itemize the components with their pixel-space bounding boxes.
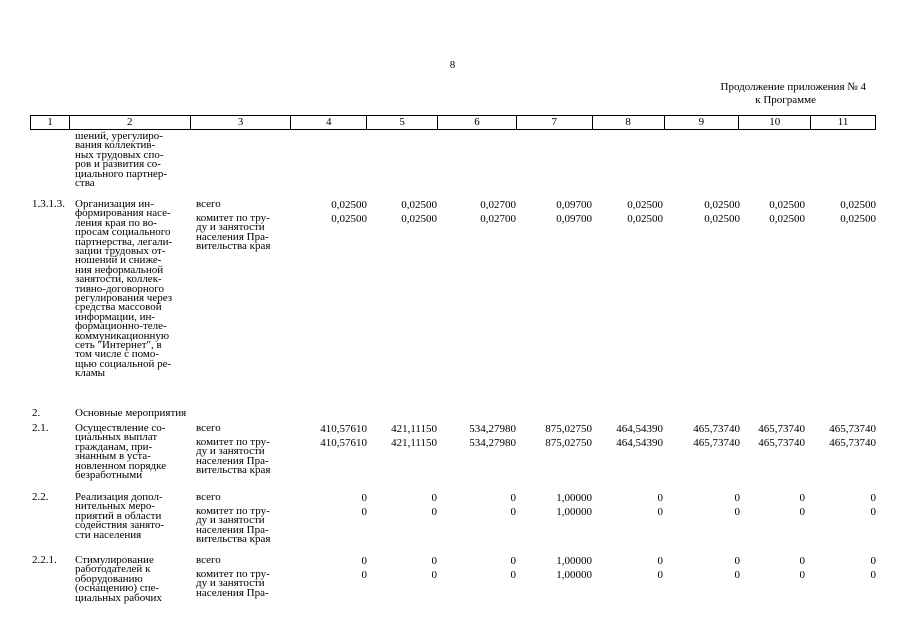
activity-name-line: средства массовой	[75, 301, 162, 314]
activity-name-line: регулирования через	[75, 292, 173, 304]
carryover-text-line: ров и развития со-	[75, 158, 161, 171]
total-label: всего	[196, 422, 221, 434]
total-value-cell: 534,27980	[469, 423, 516, 435]
executor-value-cell: 0	[361, 569, 367, 581]
activity-name-line: просам социального	[75, 226, 171, 239]
row-number: 2.1.	[32, 422, 49, 434]
activity-name-line: щью социальной ре-	[75, 357, 172, 370]
header-col-6: 6	[438, 116, 517, 129]
executor-value-cell: 1,00000	[556, 506, 592, 518]
activity-name-line: зации трудовых от-	[75, 245, 166, 257]
carryover-text-line: ных трудовых спо-	[75, 148, 164, 161]
total-value-cell: 0,02500	[704, 199, 740, 211]
activity-name-line: безработными	[75, 469, 143, 481]
total-value-cell: 875,02750	[545, 423, 592, 435]
activity-name-line: тивно-договорного	[75, 282, 165, 295]
total-value-cell: 0,02500	[331, 199, 367, 211]
executor-value-cell: 465,73740	[758, 437, 805, 449]
activity-name-line: Стимулирование	[75, 554, 154, 566]
activity-name-line: ношений и сниже-	[75, 254, 162, 267]
activity-name-line: приятий в области	[75, 509, 162, 522]
header-col-11: 11	[837, 116, 849, 128]
activity-name-line: партнерства, легали-	[75, 235, 173, 248]
total-value-cell: 0	[510, 492, 516, 504]
page-number: 8	[449, 59, 456, 71]
row-number: 2.2.1.	[32, 554, 57, 566]
row-number: 2.2.	[32, 491, 49, 503]
executor-value-cell: 421,11150	[391, 437, 437, 449]
total-value-cell: 465,73740	[758, 423, 805, 435]
appendix-line-1: Продолжение приложения № 4	[720, 81, 866, 93]
executor-line: вительства края	[196, 240, 271, 253]
total-value-cell: 0,09700	[556, 199, 592, 211]
executor-line: населения Пра-	[196, 230, 269, 243]
activity-name-line: циальных рабочих	[75, 591, 162, 604]
executor-value-cell: 875,02750	[545, 437, 592, 449]
activity-name-line: том числе с помо-	[75, 348, 160, 361]
activity-name-line: Осуществление со-	[75, 422, 166, 434]
total-value-cell: 1,00000	[556, 555, 592, 567]
executor-value-cell: 0	[870, 569, 876, 581]
total-value-cell: 465,73740	[693, 423, 740, 435]
table-header-row	[30, 115, 876, 130]
executor-value-cell: 1,00000	[556, 569, 592, 581]
total-value-cell: 464,54390	[616, 423, 663, 435]
activity-name-line: новленном порядке	[75, 459, 167, 472]
executor-value-cell: 0,09700	[556, 213, 592, 225]
activity-name-line: (оснащению) спе-	[75, 582, 160, 595]
header-col-8: 8	[593, 116, 665, 129]
executor-value-cell: 464,54390	[616, 437, 663, 449]
executor-line: населения Пра-	[196, 523, 269, 536]
activity-name-line: циальных выплат	[75, 431, 158, 444]
header-col-3: 3	[191, 116, 292, 129]
executor-value-cell: 0	[734, 569, 740, 581]
executor-value-cell: 0	[510, 569, 516, 581]
total-value-cell: 0	[799, 555, 805, 567]
total-value-cell: 465,73740	[829, 423, 876, 435]
executor-line: комитет по тру-	[196, 505, 270, 517]
executor-value-cell: 0	[431, 569, 437, 581]
executor-value-cell: 0,02700	[480, 213, 516, 225]
activity-name-line: знанным в уста-	[75, 450, 151, 463]
total-value-cell: 0	[361, 555, 367, 567]
executor-line: ду и занятости	[196, 221, 265, 234]
activity-name-line: ления края по во-	[75, 216, 157, 229]
header-col-1: 1	[31, 116, 70, 129]
executor-value-cell: 0	[361, 506, 367, 518]
executor-value-cell: 0,02500	[769, 213, 805, 225]
total-value-cell: 0,02700	[480, 199, 516, 211]
total-value-cell: 0	[657, 555, 663, 567]
total-value-cell: 0	[734, 492, 740, 504]
header-col-10: 10	[739, 116, 811, 129]
executor-value-cell: 0,02500	[704, 213, 740, 225]
total-value-cell: 0	[870, 492, 876, 504]
total-value-cell: 410,57610	[320, 423, 367, 435]
executor-value-cell: 410,57610	[320, 437, 367, 449]
total-value-cell: 0	[734, 555, 740, 567]
total-value-cell: 0	[510, 555, 516, 567]
activity-name-line: нительных меро-	[75, 500, 156, 513]
executor-value-cell: 0	[510, 506, 516, 518]
header-col-9: 9	[665, 116, 740, 129]
appendix-line-2: к Программе	[755, 94, 816, 106]
carryover-text-line: ства	[75, 177, 95, 189]
executor-value-cell: 0,02500	[627, 213, 663, 225]
total-value-cell: 0	[799, 492, 805, 504]
activity-name-line: Реализация допол-	[75, 491, 163, 503]
executor-line: комитет по тру-	[196, 568, 270, 580]
activity-name-line: коммуникационную	[75, 329, 170, 342]
total-value-cell: 0,02500	[769, 199, 805, 211]
total-value-cell: 1,00000	[556, 492, 592, 504]
executor-value-cell: 0	[799, 506, 805, 518]
activity-name-line: сеть "Интернет", в	[75, 339, 162, 351]
executor-value-cell: 465,73740	[829, 437, 876, 449]
executor-line: населения Пра-	[196, 454, 269, 467]
executor-line: вительства края	[196, 464, 271, 477]
header-col-2: 2	[70, 116, 191, 129]
executor-value-cell: 0	[734, 506, 740, 518]
section-title: Основные мероприятия	[75, 407, 187, 419]
executor-value-cell: 0	[799, 569, 805, 581]
executor-line: ду и занятости	[196, 445, 265, 458]
executor-line: вительства края	[196, 533, 271, 546]
activity-name-line: сти населения	[75, 528, 142, 541]
activity-name-line: формирования насе-	[75, 207, 171, 220]
total-value-cell: 0,02500	[401, 199, 437, 211]
executor-line: комитет по тру-	[196, 212, 270, 224]
row-number: 1.3.1.3.	[32, 198, 65, 210]
executor-value-cell: 0,02500	[331, 213, 367, 225]
carryover-text-line: циального партнер-	[75, 167, 167, 180]
total-label: всего	[196, 491, 221, 503]
header-col-4: 4	[291, 116, 367, 129]
activity-name-line: ния неформальной	[75, 263, 164, 276]
executor-value-cell: 0	[431, 506, 437, 518]
executor-value-cell: 0	[657, 506, 663, 518]
activity-name-line: гражданам, при-	[75, 440, 153, 453]
total-label: всего	[196, 554, 221, 566]
row-number: 2.	[32, 407, 41, 419]
total-value-cell: 0	[657, 492, 663, 504]
activity-name-line: информации, ин-	[75, 310, 156, 323]
activity-name-line: оборудованию	[75, 572, 143, 585]
total-value-cell: 0	[431, 492, 437, 504]
executor-value-cell: 534,27980	[469, 437, 516, 449]
total-value-cell: 0	[361, 492, 367, 504]
activity-name-line: работодателей к	[75, 563, 151, 576]
carryover-text-line: вания коллектив-	[75, 139, 156, 152]
header-col-5: 5	[367, 116, 438, 129]
carryover-text-line: шений, урегулиро-	[75, 130, 163, 142]
activity-name-line: занятости, коллек-	[75, 273, 162, 286]
executor-value-cell: 0,02500	[401, 213, 437, 225]
activity-name-line: содействия занято-	[75, 519, 165, 532]
executor-line: населения Пра-	[196, 586, 269, 599]
executor-value-cell: 0	[870, 506, 876, 518]
header-col-7: 7	[517, 116, 593, 129]
activity-name-line: Организация ин-	[75, 198, 154, 210]
executor-value-cell: 0,02500	[840, 213, 876, 225]
executor-line: ду и занятости	[196, 514, 265, 527]
appendix-caption	[640, 81, 866, 107]
total-value-cell: 0,02500	[627, 199, 663, 211]
executor-value-cell: 465,73740	[693, 437, 740, 449]
total-value-cell: 0	[870, 555, 876, 567]
total-value-cell: 0	[431, 555, 437, 567]
executor-line: комитет по тру-	[196, 436, 270, 448]
executor-line: ду и занятости	[196, 577, 265, 590]
activity-name-line: формационно-теле-	[75, 320, 167, 333]
total-label: всего	[196, 198, 221, 210]
executor-value-cell: 0	[657, 569, 663, 581]
total-value-cell: 0,02500	[840, 199, 876, 211]
total-value-cell: 421,11150	[391, 423, 437, 435]
activity-name-line: кламы	[75, 367, 106, 380]
